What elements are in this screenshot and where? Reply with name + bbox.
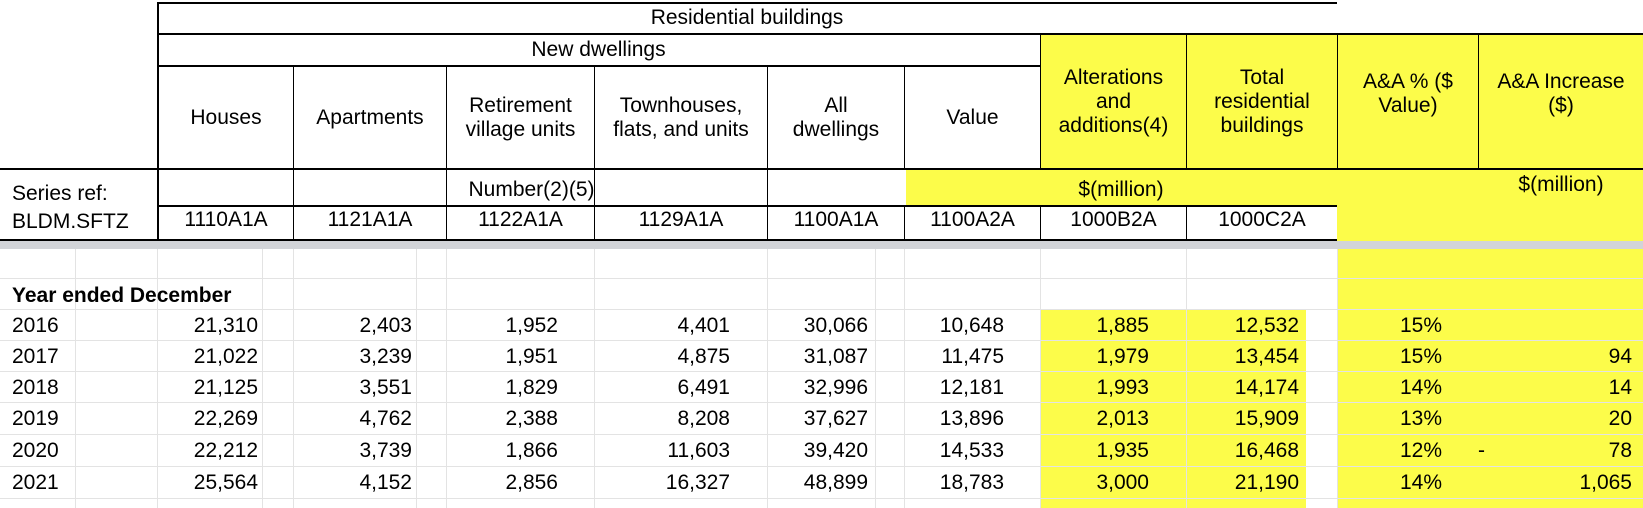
column-header-aa-increase[interactable]: A&A Increase ($) bbox=[1497, 70, 1625, 117]
column-header-total-residential[interactable]: Total residential buildings bbox=[1214, 65, 1310, 137]
cell-aa-increase[interactable]: 78 bbox=[1608, 439, 1632, 462]
cell-alterations[interactable]: 1,935 bbox=[1096, 439, 1149, 462]
cell-aa-increase[interactable]: 1,065 bbox=[1579, 471, 1632, 494]
cell-value[interactable]: 12,181 bbox=[939, 376, 1004, 399]
series-ref-label[interactable]: Series ref: bbox=[12, 182, 108, 205]
unit-million-aa-label[interactable]: $(million) bbox=[1518, 173, 1604, 196]
cell-apartments[interactable]: 3,739 bbox=[359, 439, 412, 462]
column-header-townhouses[interactable]: Townhouses, flats, and units bbox=[613, 93, 749, 141]
unit-million-label[interactable]: $(million) bbox=[1078, 178, 1164, 201]
cell-houses[interactable]: 22,269 bbox=[193, 407, 258, 430]
cell-value[interactable]: 10,648 bbox=[939, 314, 1004, 337]
cell-total[interactable]: 21,190 bbox=[1234, 471, 1299, 494]
series-ref-cell[interactable]: 1129A1A bbox=[638, 208, 724, 231]
cell-retirement[interactable]: 1,951 bbox=[505, 345, 558, 368]
cell-alterations[interactable]: 1,993 bbox=[1096, 376, 1149, 399]
cell-apartments[interactable]: 4,762 bbox=[359, 407, 412, 430]
series-ref-cell[interactable]: 1100A1A bbox=[793, 208, 879, 231]
row-year[interactable]: 2018 bbox=[12, 376, 59, 399]
row-year[interactable]: 2021 bbox=[12, 471, 59, 494]
series-ref-cell[interactable]: 1000B2A bbox=[1070, 208, 1157, 231]
column-header-houses[interactable]: Houses bbox=[190, 105, 262, 129]
cell-aa-percent[interactable]: 15% bbox=[1399, 345, 1442, 368]
row-year[interactable]: 2017 bbox=[12, 345, 59, 368]
cell-townhouses[interactable]: 11,603 bbox=[667, 439, 730, 462]
cell-apartments[interactable]: 3,551 bbox=[359, 376, 412, 399]
cell-aa-percent[interactable]: 14% bbox=[1399, 471, 1442, 494]
cell-townhouses[interactable]: 4,875 bbox=[677, 345, 730, 368]
cell-retirement[interactable]: 1,866 bbox=[505, 439, 558, 462]
cell-alterations[interactable]: 3,000 bbox=[1096, 471, 1149, 494]
cell-total[interactable]: 14,174 bbox=[1234, 376, 1299, 399]
cell-aa-percent[interactable]: 14% bbox=[1399, 376, 1442, 399]
column-header-apartments[interactable]: Apartments bbox=[316, 105, 424, 129]
section-label-year-ended[interactable]: Year ended December bbox=[12, 284, 232, 307]
cell-total[interactable]: 13,454 bbox=[1234, 345, 1299, 368]
cell-retirement[interactable]: 1,829 bbox=[505, 376, 558, 399]
cell-alterations[interactable]: 1,979 bbox=[1096, 345, 1149, 368]
cell-aa-increase[interactable]: 20 bbox=[1608, 407, 1632, 430]
cell-all-dwellings[interactable]: 31,087 bbox=[803, 345, 868, 368]
cell-aa-percent[interactable]: 13% bbox=[1399, 407, 1442, 430]
cell-value[interactable]: 14,533 bbox=[939, 439, 1004, 462]
cell-houses[interactable]: 21,022 bbox=[193, 345, 258, 368]
column-header-value[interactable]: Value bbox=[946, 105, 999, 129]
cell-townhouses[interactable]: 4,401 bbox=[677, 314, 730, 337]
cell-aa-increase[interactable] bbox=[1479, 314, 1632, 340]
cell-houses[interactable]: 25,564 bbox=[193, 471, 258, 494]
cell-aa-increase[interactable]: 14 bbox=[1608, 376, 1632, 399]
series-ref-cell[interactable]: 1100A2A bbox=[930, 208, 1015, 231]
header-new-dwellings[interactable]: New dwellings bbox=[531, 38, 666, 61]
cell-total[interactable]: 15,909 bbox=[1234, 407, 1299, 430]
frozen-rows-separator[interactable] bbox=[0, 241, 1643, 249]
cell-houses[interactable]: 21,310 bbox=[193, 314, 258, 337]
cell-all-dwellings[interactable]: 37,627 bbox=[803, 407, 868, 430]
cell-all-dwellings[interactable]: 39,420 bbox=[803, 439, 868, 462]
cell-apartments[interactable]: 2,403 bbox=[359, 314, 412, 337]
cell-alterations[interactable]: 2,013 bbox=[1096, 407, 1149, 430]
cell-apartments[interactable]: 4,152 bbox=[359, 471, 412, 494]
column-header-alterations[interactable]: Alterations and additions(4) bbox=[1058, 65, 1169, 137]
column-header-aa-percent[interactable]: A&A % ($ Value) bbox=[1363, 70, 1453, 117]
cell-retirement[interactable]: 2,856 bbox=[505, 471, 558, 494]
cell-retirement[interactable]: 1,952 bbox=[505, 314, 558, 337]
unit-number-label[interactable]: Number(2)(5) bbox=[468, 178, 595, 201]
column-header-all-dwellings[interactable]: All dwellings bbox=[792, 93, 880, 141]
row-year[interactable]: 2019 bbox=[12, 407, 59, 430]
cell-aa-increase[interactable]: 94 bbox=[1608, 345, 1632, 368]
column-header-retirement[interactable]: Retirement village units bbox=[465, 93, 576, 141]
cell-houses[interactable]: 22,212 bbox=[193, 439, 258, 462]
cell-total[interactable]: 12,532 bbox=[1234, 314, 1299, 337]
row-year[interactable]: 2016 bbox=[12, 314, 59, 337]
cell-aa-percent[interactable]: 15% bbox=[1399, 314, 1442, 337]
series-ref-cell[interactable]: 1121A1A bbox=[327, 208, 413, 231]
cell-retirement[interactable]: 2,388 bbox=[505, 407, 558, 430]
cell-all-dwellings[interactable]: 32,996 bbox=[803, 376, 868, 399]
cell-aa-percent[interactable]: 12% bbox=[1399, 439, 1442, 462]
cell-value[interactable]: 18,783 bbox=[939, 471, 1004, 494]
cell-value[interactable]: 11,475 bbox=[941, 345, 1004, 368]
series-ref-cell[interactable]: 1000C2A bbox=[1218, 208, 1306, 231]
series-ref-cell[interactable]: 1122A1A bbox=[478, 208, 563, 231]
cell-all-dwellings[interactable]: 30,066 bbox=[803, 314, 868, 337]
cell-houses[interactable]: 21,125 bbox=[193, 376, 258, 399]
cell-townhouses[interactable]: 8,208 bbox=[677, 407, 730, 430]
cell-apartments[interactable]: 3,239 bbox=[359, 345, 412, 368]
series-ref-cell[interactable]: 1110A1A bbox=[184, 208, 268, 231]
cell-townhouses[interactable]: 16,327 bbox=[665, 471, 730, 494]
cell-total[interactable]: 16,468 bbox=[1234, 439, 1299, 462]
cell-townhouses[interactable]: 6,491 bbox=[677, 376, 730, 399]
cell-alterations[interactable]: 1,885 bbox=[1096, 314, 1149, 337]
header-residential-buildings[interactable]: Residential buildings bbox=[650, 6, 844, 29]
cell-all-dwellings[interactable]: 48,899 bbox=[803, 471, 868, 494]
series-ref-code[interactable]: BLDM.SFTZ bbox=[12, 210, 129, 233]
highlight-aa-column bbox=[1337, 206, 1643, 241]
row-year[interactable]: 2020 bbox=[12, 439, 59, 462]
cell-value[interactable]: 13,896 bbox=[939, 407, 1004, 430]
cell-dash[interactable]: - bbox=[1478, 439, 1485, 462]
